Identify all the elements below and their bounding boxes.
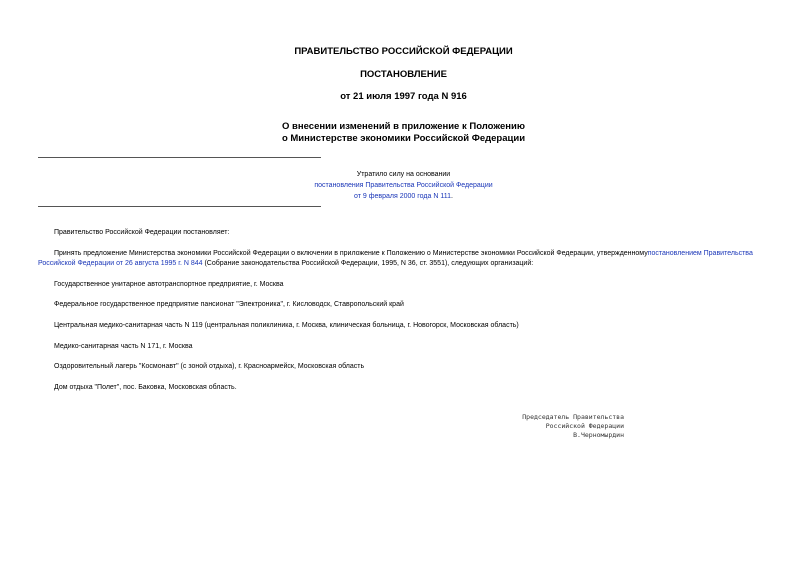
status-note-text: Утратило силу на основании — [356, 171, 451, 178]
document-type-heading: ПОСТАНОВЛЕНИЕ — [360, 69, 447, 80]
status-note-link-line-2[interactable]: от 9 февраля 2000 года N 111 — [354, 193, 451, 200]
organization-item: Медико-санитарная часть N 171, г. Москва — [54, 343, 193, 350]
divider-top — [38, 157, 321, 158]
resolution-paragraph-start: Принять предложение Министерства экономики Российской Федерации о включении в приложение к Положению о Министерстве экономики Российской Федерации, утвержденному — [54, 250, 648, 257]
resolution-paragraph — [38, 249, 769, 269]
organization-item: Центральная медико-санитарная часть N 119 (центральная поликлиника, г. Москва, клиническая больница, г. Новогорск, Московская область) — [54, 322, 519, 329]
title-line-1: О внесении изменений в приложение к Положению — [282, 121, 525, 132]
document-title — [0, 121, 807, 145]
status-note-link-line-1[interactable]: постановления Правительства Российской Федерации — [314, 182, 493, 189]
issuer-heading: ПРАВИТЕЛЬСТВО РОССИЙСКОЙ ФЕДЕРАЦИИ — [294, 46, 513, 57]
divider-bottom — [38, 206, 321, 207]
resolution-intro: Правительство Российской Федерации постановляет: — [54, 229, 230, 236]
signature-position: Председатель Правительства — [522, 413, 624, 421]
signature-block — [516, 413, 624, 440]
organization-item: Федеральное государственное предприятие пансионат "Электроника", г. Кисловодск, Ставропольский край — [54, 301, 404, 308]
date-number-heading: от 21 июля 1997 года N 916 — [340, 91, 467, 102]
decree-844-link[interactable]: постановлением Правительства Российской Федерации от 26 августа 1995 г. N 844 — [38, 250, 753, 267]
organization-item: Государственное унитарное автотранспортное предприятие, г. Москва — [54, 281, 284, 288]
status-note-period: . — [450, 193, 453, 200]
signature-name: В.Черномырдин — [573, 431, 624, 439]
organization-item: Дом отдыха "Полет", пос. Баковка, Московская область. — [54, 384, 237, 391]
resolution-paragraph-end: (Собрание законодательства Российской Федерации, 1995, N 36, ст. 3551), следующих организаций: — [202, 260, 534, 267]
status-note — [300, 169, 507, 202]
title-line-2: о Министерстве экономики Российской Федерации — [281, 133, 526, 144]
organization-item: Оздоровительный лагерь "Космонавт" (с зоной отдыха), г. Красноармейск, Московская область — [54, 363, 365, 370]
signature-body: Российской Федерации — [545, 422, 624, 430]
